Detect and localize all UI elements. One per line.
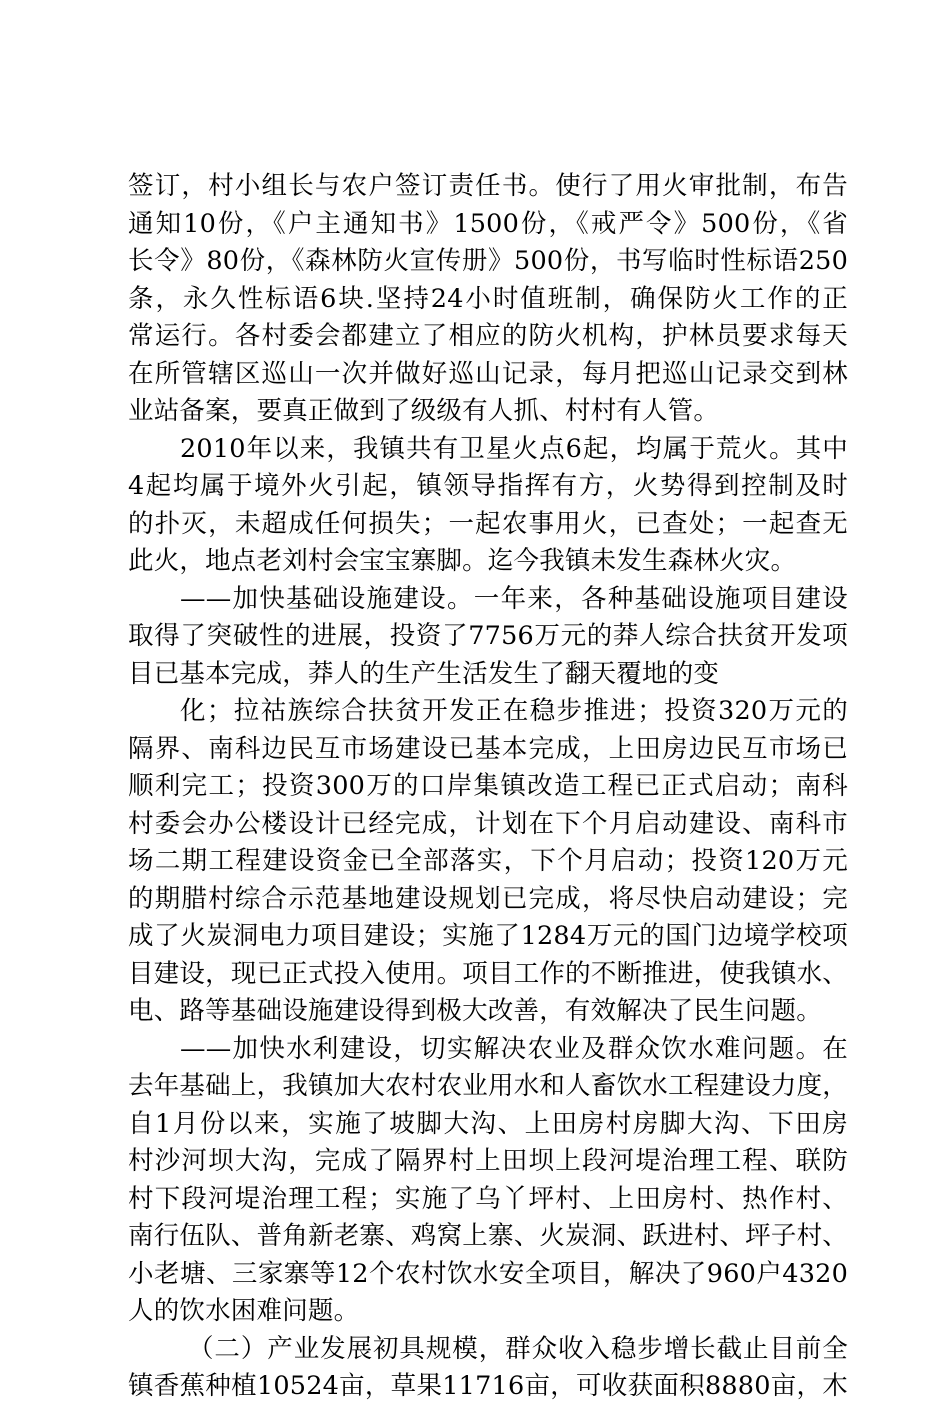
paragraph-first-line: 2010年以来，我镇共有卫星火点6起，均属于荒火。其中: [180, 433, 848, 464]
text-line: 此火，地点老刘村会宝宝寨脚。迄今我镇未发生森林火灾。: [128, 546, 797, 576]
text-line: 去年基础上，我镇加大农村农业用水和人畜饮水工程建设力度，: [128, 1071, 848, 1101]
text-line: 村下段河堤治理工程；实施了乌丫坪村、上田房村、热作村、: [128, 1183, 848, 1214]
text-line: 业站备案，要真正做到了级级有人抓、村村有人管。: [128, 396, 720, 426]
text-line: 取得了突破性的进展，投资了7756万元的莽人综合扶贫开发项: [128, 621, 848, 651]
text-line: 长令》80份，《森林防火宣传册》500份，书写临时性标语250: [128, 246, 848, 276]
text-line: 签订，村小组长与农户签订责任书。使行了用火审批制，布告: [128, 171, 848, 201]
text-line: 镇香蕉种植10524亩，草果11716亩，可收获面积8880亩，木: [128, 1371, 848, 1401]
text-line: 自1月份以来，实施了坡脚大沟、上田房村房脚大沟、下田房: [128, 1108, 848, 1139]
text-line: 通知10份，《户主通知书》1500份，《戒严令》500份，《省: [128, 208, 848, 239]
text-line: 顺利完工；投资300万的口岸集镇改造工程已正式启动；南科: [128, 771, 848, 801]
text-line: 隔界、南科边民互市场建设已基本完成，上田房边民互市场已: [128, 733, 848, 764]
text-line: 目建设，现已正式投入使用。项目工作的不断推进，使我镇水、: [128, 958, 848, 989]
document-body: [128, 168, 848, 1406]
paragraph-first-line: 化；拉祜族综合扶贫开发正在稳步推进；投资320万元的: [180, 696, 848, 726]
text-line: 的期腊村综合示范基地建设规划已完成，将尽快启动建设；完: [128, 883, 848, 914]
text-line: 常运行。各村委会都建立了相应的防火机构，护林员要求每天: [128, 321, 848, 351]
text-line: 南行伍队、普角新老寨、鸡窝上寨、火炭洞、跃进村、坪子村、: [128, 1221, 848, 1251]
text-line: 目已基本完成，莽人的生产生活发生了翻天覆地的变: [128, 658, 720, 689]
text-line: 的扑灭，未超成任何损失；一起农事用火，已查处；一起查无: [128, 508, 848, 539]
text-line: 条，永久性标语6块.坚持24小时值班制，确保防火工作的正: [128, 283, 848, 314]
paragraph-first-line: （二）产业发展初具规模，群众收入稳步增长截止目前全: [188, 1333, 848, 1364]
text-line: 村沙河坝大沟，完成了隔界村上田坝上段河堤治理工程、联防: [128, 1146, 848, 1176]
paragraph-first-line: ——加快水利建设，切实解决农业及群众饮水难问题。在: [180, 1033, 848, 1064]
text-line: 4起均属于境外火引起，镇领导指挥有方，火势得到控制及时: [128, 471, 848, 501]
text-line: 在所管辖区巡山一次并做好巡山记录，每月把巡山记录交到林: [128, 358, 848, 389]
text-line: 人的饮水困难问题。: [128, 1296, 360, 1326]
text-line: 电、路等基础设施建设得到极大改善，有效解决了民生问题。: [128, 996, 822, 1026]
text-line: 场二期工程建设资金已全部落实，下个月启动；投资120万元: [128, 846, 848, 876]
text-line: 村委会办公楼设计已经完成，计划在下个月启动建设、南科市: [128, 808, 848, 839]
paragraph-first-line: ——加快基础设施建设。一年来，各种基础设施项目建设: [180, 583, 848, 614]
text-line: 成了火炭洞电力项目建设；实施了1284万元的国门边境学校项: [128, 921, 848, 951]
text-line: 小老塘、三家寨等12个农村饮水安全项目，解决了960户4320: [128, 1258, 848, 1289]
